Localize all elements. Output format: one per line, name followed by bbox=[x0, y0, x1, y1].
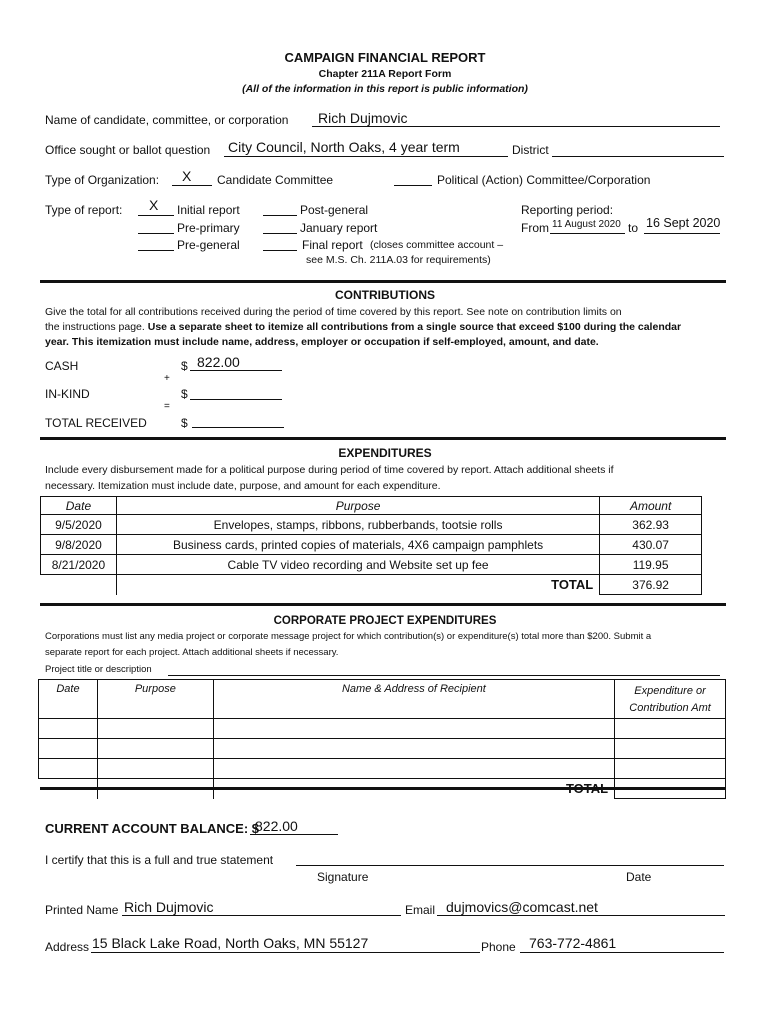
preprimary-checkbox[interactable] bbox=[138, 233, 174, 234]
cash-label: CASH bbox=[45, 359, 79, 373]
public-info-note: (All of the information in this report is public information) bbox=[242, 83, 528, 95]
table-row[interactable] bbox=[39, 719, 726, 739]
candidate-committee-checkbox[interactable] bbox=[172, 185, 212, 186]
section-divider bbox=[40, 787, 726, 790]
column-header-date: Date bbox=[41, 497, 117, 515]
corporate-text-2: separate report for each project. Attach additional sheets if necessary. bbox=[45, 647, 339, 658]
period-to-field[interactable]: 16 Sept 2020 bbox=[646, 216, 721, 230]
expense-amount[interactable]: 430.07 bbox=[600, 535, 702, 555]
inkind-label: IN-KIND bbox=[45, 387, 90, 401]
postgeneral-label: Post-general bbox=[300, 203, 369, 217]
expenditures-text-1: Include every disbursement made for a political purpose during period of time covered by report. Attach additional sheets if bbox=[45, 464, 614, 476]
page-title: CAMPAIGN FINANCIAL REPORT bbox=[284, 50, 486, 65]
pregeneral-label: Pre-general bbox=[177, 238, 240, 252]
phone-field[interactable]: 763-772-4861 bbox=[529, 935, 617, 951]
preprimary-label: Pre-primary bbox=[177, 221, 240, 235]
cash-line bbox=[190, 370, 282, 371]
contributions-heading: CONTRIBUTIONS bbox=[335, 288, 435, 302]
candidate-name-field[interactable]: Rich Dujmovic bbox=[318, 110, 408, 126]
corporate-text-1: Corporations must list any media project or corporate message project for which contribution(s) or expenditure(s) total more than $200. Submit a bbox=[45, 631, 652, 642]
final-note-2: see M.S. Ch. 211A.03 for requirements) bbox=[306, 254, 491, 266]
inkind-field[interactable] bbox=[190, 399, 282, 400]
expense-amount[interactable]: 362.93 bbox=[600, 515, 702, 535]
inkind-dollar: $ bbox=[181, 387, 188, 401]
postgeneral-checkbox[interactable] bbox=[263, 215, 297, 216]
project-title-label: Project title or description bbox=[45, 664, 152, 675]
page-subtitle: Chapter 211A Report Form bbox=[318, 68, 452, 80]
candidate-committee-mark: X bbox=[182, 168, 192, 184]
email-label: Email bbox=[405, 903, 436, 917]
district-field[interactable] bbox=[552, 156, 724, 157]
column-header-amount: Amount bbox=[600, 497, 702, 515]
candidate-name-label: Name of candidate, committee, or corporation bbox=[45, 113, 289, 127]
period-from-line bbox=[550, 233, 625, 234]
printed-name-field[interactable]: Rich Dujmovic bbox=[124, 899, 214, 915]
corp-column-recipient: Name & Address of Recipient bbox=[213, 680, 614, 719]
corporate-table bbox=[38, 679, 726, 799]
final-checkbox[interactable] bbox=[263, 250, 297, 251]
balance-field[interactable]: 822.00 bbox=[255, 818, 298, 834]
expense-date[interactable]: 8/21/2020 bbox=[41, 555, 117, 575]
phone-label: Phone bbox=[481, 940, 516, 954]
column-header-purpose: Purpose bbox=[116, 497, 599, 515]
certify-statement: I certify that this is a full and true statement bbox=[45, 853, 274, 867]
final-label: Final report bbox=[302, 238, 363, 252]
period-to-label: to bbox=[628, 221, 639, 235]
expenditures-total-label: TOTAL bbox=[116, 575, 599, 595]
expenditures-total-field[interactable]: 376.92 bbox=[600, 575, 702, 595]
table-row[interactable] bbox=[39, 759, 726, 779]
total-received-field[interactable] bbox=[192, 427, 284, 428]
project-title-field[interactable] bbox=[168, 675, 720, 676]
period-from-field[interactable]: 11 August 2020 bbox=[552, 219, 621, 230]
balance-label: CURRENT ACCOUNT BALANCE: $ bbox=[45, 821, 260, 836]
printed-name-label: Printed Name bbox=[45, 903, 119, 917]
expense-purpose[interactable]: Business cards, printed copies of materials, 4X6 campaign pamphlets bbox=[116, 535, 599, 555]
office-label: Office sought or ballot question bbox=[45, 143, 211, 157]
signature-label: Signature bbox=[317, 870, 369, 884]
address-line bbox=[91, 952, 480, 953]
candidate-committee-label: Candidate Committee bbox=[217, 173, 334, 187]
corp-column-purpose: Purpose bbox=[97, 680, 213, 719]
political-committee-label: Political (Action) Committee/Corporation bbox=[437, 173, 651, 187]
initial-report-label: Initial report bbox=[177, 203, 240, 217]
expense-purpose[interactable]: Envelopes, stamps, ribbons, rubberbands, tootsie rolls bbox=[116, 515, 599, 535]
contributions-text-1: Give the total for all contributions received during the period of time covered by this report. See note on contribution limits on bbox=[45, 306, 622, 318]
pregeneral-checkbox[interactable] bbox=[138, 250, 174, 251]
table-row bbox=[41, 555, 702, 575]
report-type-label: Type of report: bbox=[45, 203, 123, 217]
cash-field[interactable]: 822.00 bbox=[197, 354, 240, 370]
january-label: January report bbox=[300, 221, 378, 235]
table-row[interactable] bbox=[39, 739, 726, 759]
table-row bbox=[41, 535, 702, 555]
section-divider bbox=[40, 437, 726, 440]
initial-report-mark: X bbox=[149, 197, 159, 213]
initial-report-checkbox[interactable] bbox=[138, 215, 174, 216]
printed-name-line bbox=[122, 915, 401, 916]
expenditures-table bbox=[40, 496, 702, 595]
office-line bbox=[224, 156, 508, 157]
email-field[interactable]: dujmovics@comcast.net bbox=[446, 899, 598, 915]
office-field[interactable]: City Council, North Oaks, 4 year term bbox=[228, 139, 460, 155]
expense-date[interactable]: 9/5/2020 bbox=[41, 515, 117, 535]
reporting-period-label: Reporting period: bbox=[521, 203, 614, 217]
corporate-heading: CORPORATE PROJECT EXPENDITURES bbox=[273, 615, 497, 627]
contributions-text-2: the instructions page. Use a separate sheet to itemize all contributions from a single source that exceed $100 during the calendar bbox=[45, 321, 682, 333]
address-field[interactable]: 15 Black Lake Road, North Oaks, MN 55127 bbox=[92, 935, 369, 951]
political-committee-checkbox[interactable] bbox=[394, 185, 432, 186]
expenditures-text-2: necessary. Itemization must include date, purpose, and amount for each expenditure. bbox=[45, 480, 441, 492]
candidate-name-line bbox=[312, 126, 720, 127]
period-from-label: From bbox=[521, 221, 549, 235]
total-received-dollar: $ bbox=[181, 416, 188, 430]
final-note: (closes committee account – bbox=[370, 239, 504, 251]
period-to-line bbox=[644, 233, 720, 234]
section-divider bbox=[40, 603, 726, 606]
january-checkbox[interactable] bbox=[263, 233, 297, 234]
phone-line bbox=[520, 952, 724, 953]
corp-column-date: Date bbox=[39, 680, 98, 719]
corporate-total-label: TOTAL bbox=[213, 779, 614, 799]
section-divider bbox=[40, 280, 726, 283]
organization-label: Type of Organization: bbox=[45, 173, 160, 187]
corp-column-amount: Expenditure or Contribution Amt bbox=[615, 680, 726, 719]
equals-sign: = bbox=[164, 401, 170, 412]
contributions-text-3: year. This itemization must include name, address, employer or occupation if self-employed, amount, and date. bbox=[45, 336, 599, 348]
expense-purpose[interactable]: Cable TV video recording and Website set up fee bbox=[116, 555, 599, 575]
district-label: District bbox=[512, 143, 549, 157]
expenditures-heading: EXPENDITURES bbox=[338, 446, 432, 460]
table-row bbox=[41, 515, 702, 535]
balance-line bbox=[250, 834, 338, 835]
expense-amount[interactable]: 119.95 bbox=[600, 555, 702, 575]
expense-date[interactable]: 9/8/2020 bbox=[41, 535, 117, 555]
address-label: Address bbox=[45, 940, 90, 954]
cash-dollar: $ bbox=[181, 359, 188, 373]
total-received-label: TOTAL RECEIVED bbox=[45, 416, 147, 430]
table-total-row bbox=[41, 575, 702, 595]
email-line bbox=[437, 915, 725, 916]
signature-field[interactable] bbox=[296, 865, 724, 866]
date-label: Date bbox=[626, 870, 652, 884]
plus-sign: + bbox=[164, 373, 170, 384]
